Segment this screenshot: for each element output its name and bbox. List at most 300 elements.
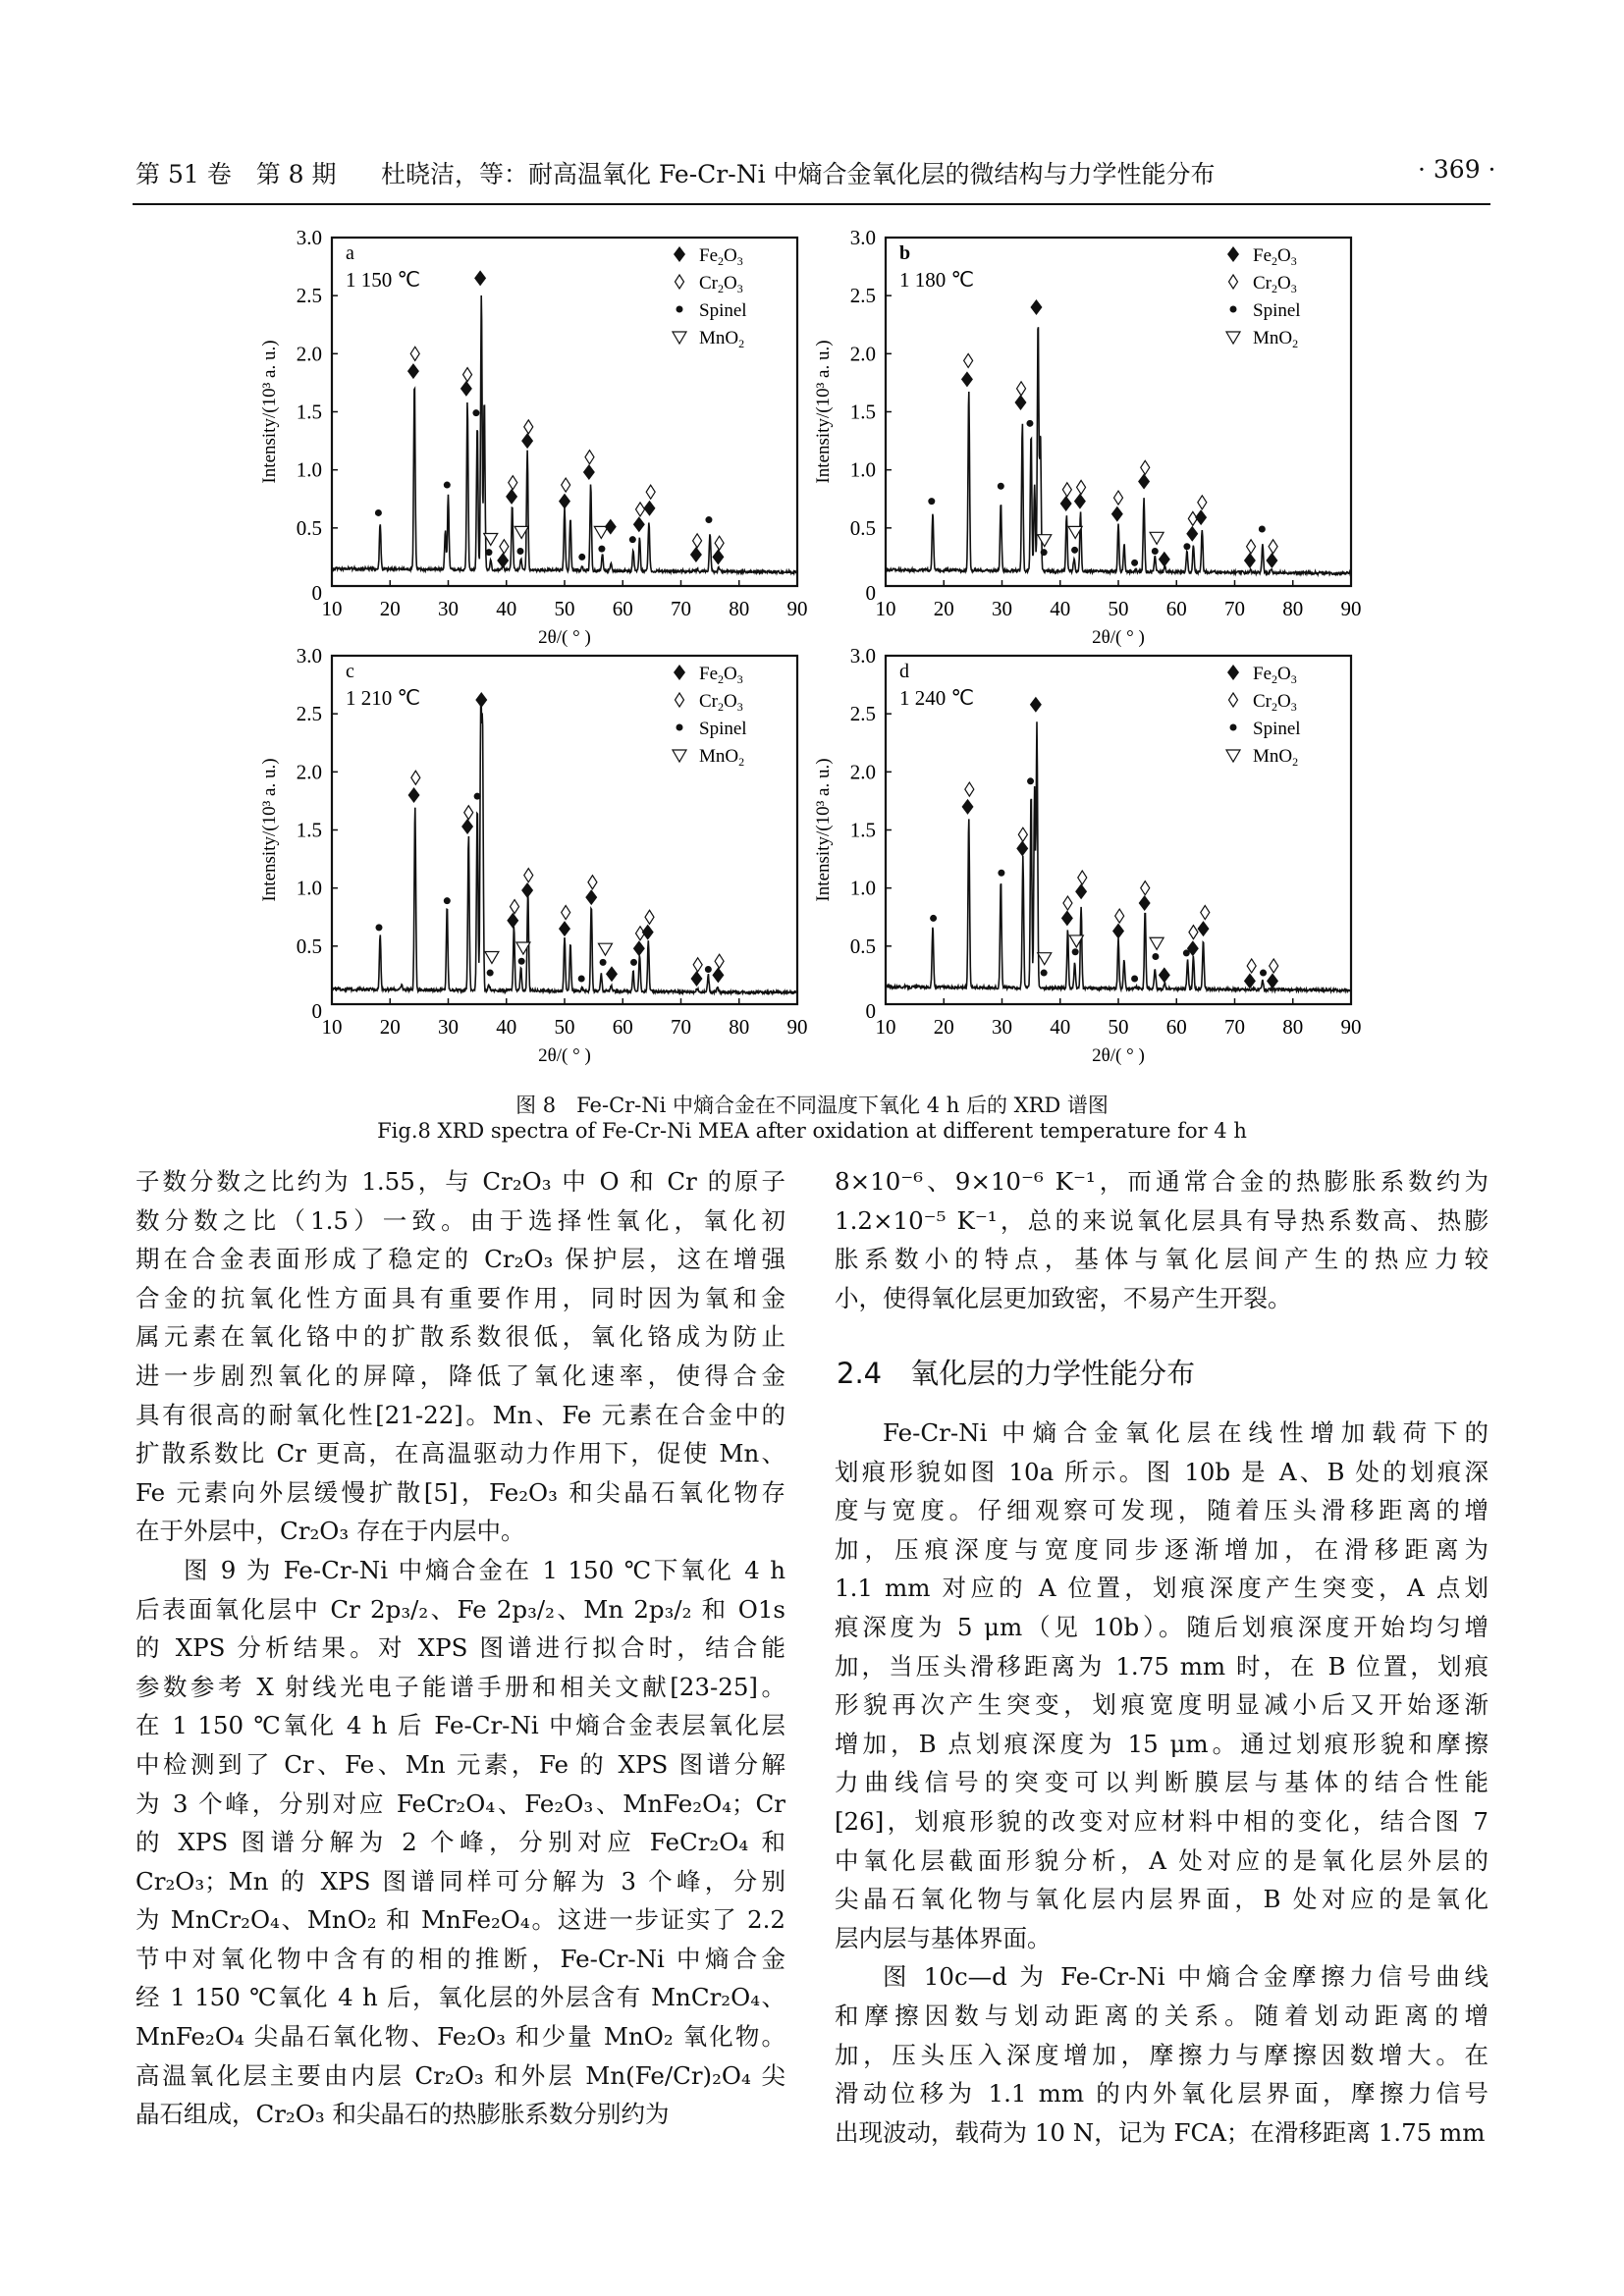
text-line: 痕深度为 5 μm（见 10b）。随后划痕深度开始均匀增: [835, 1612, 1489, 1641]
x-tick-label: 80: [729, 597, 750, 620]
legend-label: Spinel: [1253, 719, 1301, 739]
phase-markers: [928, 299, 1277, 568]
mno2-marker-icon: [1226, 750, 1240, 762]
x-tick-label: 10: [321, 597, 343, 620]
spinel-marker-icon: [705, 966, 712, 973]
cr2o3-marker-icon: [500, 540, 509, 554]
text-line: 高温氧化层主要由内层 Cr₂O₃ 和外层 Mn(Fe/Cr)₂O₄ 尖: [135, 2060, 785, 2090]
cr2o3-marker-icon: [693, 534, 702, 548]
page-number: · 369 ·: [1418, 155, 1496, 184]
right-text-column-bottom: [835, 1414, 1489, 2152]
fe2o3-marker-icon: [507, 913, 518, 929]
chart-legend: [673, 664, 747, 769]
x-tick-label: 30: [438, 1015, 459, 1039]
y-tick-label: 0.5: [296, 515, 322, 540]
y-axis-label: Intensity/(10³ a. u.): [259, 340, 280, 484]
fe2o3-marker-icon: [1138, 474, 1150, 490]
cr2o3-marker-icon: [1077, 480, 1086, 494]
legend-label: $Cr_2O_3$: [1253, 273, 1297, 295]
spinel-marker-icon: [598, 546, 605, 553]
y-tick-label: 1.5: [296, 400, 322, 424]
fe2o3-marker-icon: [407, 363, 419, 379]
x-tick-label: 60: [612, 597, 633, 620]
fe2o3-marker-icon: [690, 547, 702, 562]
x-axis-label: 2θ/( ° ): [1092, 1045, 1145, 1066]
x-tick-label: 70: [1224, 597, 1245, 620]
figure-caption-en: Fig.8 XRD spectra of Fe-Cr-Ni MEA after oxidation at different temperature for 4 h: [377, 1119, 1247, 1143]
spinel-marker-icon: [487, 970, 494, 977]
text-line: 出现波动，载荷为 10 N，记为 FCA；在滑移距离 1.75 mm: [835, 2117, 1486, 2147]
text-line: 经 1 150 ℃氧化 4 h 后，氧化层的外层含有 MnCr₂O₄、: [135, 1983, 785, 2012]
fe2o3-marker-icon: [585, 889, 597, 905]
fe2o3-marker-icon: [605, 519, 617, 535]
cr2o3-marker-icon: [562, 478, 570, 492]
x-tick-label: 30: [992, 597, 1012, 620]
text-line: 属元素在氧化铬中的扩散系数很低，氧化铬成为防止: [135, 1322, 785, 1352]
text-line: 8×10⁻⁶、9×10⁻⁶ K⁻¹，而通常合金的热膨胀系数约为: [835, 1167, 1489, 1196]
legend-label: $Fe_2O_3$: [1253, 664, 1297, 686]
y-tick-label: 1.0: [296, 876, 322, 900]
cr2o3-marker-icon: [964, 353, 973, 367]
text-line: 节中对氧化物中含有的相的推断，Fe-Cr-Ni 中熵合金: [135, 1944, 785, 1973]
spinel-marker-icon: [518, 958, 525, 965]
fe2o3-marker-icon: [1074, 494, 1086, 509]
text-line: 滑动位移为 1.1 mm 的内外氧化层界面，摩擦力信号: [835, 2079, 1489, 2109]
mno2-marker-icon: [1150, 937, 1164, 949]
legend-label: $Cr_2O_3$: [1253, 691, 1297, 714]
mno2-marker-icon: [485, 951, 499, 963]
x-tick-label: 20: [379, 597, 401, 620]
x-axis-label: 2θ/( ° ): [538, 1045, 591, 1066]
text-line: 为 3 个峰，分别对应 FeCr₂O₄、Fe₂O₃、MnFe₂O₄；Cr: [135, 1789, 785, 1818]
fe2o3-marker-icon: [559, 494, 570, 509]
x-tick-label: 10: [875, 1015, 896, 1039]
y-tick-label: 2.0: [296, 342, 322, 366]
fe2o3-marker-icon: [674, 246, 685, 262]
legend-label: Spinel: [1253, 300, 1301, 321]
fe2o3-marker-icon: [1139, 895, 1151, 911]
text-line: 增加，B 点划痕深度为 15 μm。通过划痕形貌和摩擦: [835, 1729, 1489, 1758]
y-tick-label: 1.5: [296, 818, 322, 842]
panel-label: b: [899, 242, 911, 264]
fe2o3-marker-icon: [644, 501, 656, 516]
x-tick-label: 90: [1340, 1015, 1362, 1039]
spinel-marker-icon: [600, 959, 607, 966]
fe2o3-marker-icon: [1112, 923, 1124, 938]
spinel-marker-icon: [1259, 526, 1266, 533]
spinel-marker-icon: [1152, 953, 1159, 960]
x-tick-label: 20: [379, 1015, 401, 1039]
cr2o3-marker-icon: [693, 958, 702, 972]
fe2o3-marker-icon: [497, 553, 509, 568]
cr2o3-marker-icon: [1269, 540, 1277, 554]
text-line: 图 10c—d 为 Fe-Cr-Ni 中熵合金摩擦力信号曲线: [883, 1962, 1489, 1992]
legend-label: Spinel: [699, 719, 747, 739]
phase-markers: [375, 270, 725, 568]
cr2o3-marker-icon: [1078, 871, 1087, 884]
text-line: 尖晶石氧化物与氧化层内层界面，B 处对应的是氧化: [835, 1885, 1489, 1914]
cr2o3-marker-icon: [1114, 491, 1123, 505]
text-line: MnFe₂O₄ 尖晶石氧化物、Fe₂O₃ 和少量 MnO₂ 氧化物。: [135, 2022, 785, 2052]
fe2o3-marker-icon: [521, 433, 533, 449]
text-line: 层内层与基体界面。: [835, 1923, 1052, 1952]
spinel-marker-icon: [375, 509, 382, 516]
text-line: Fe 元素向外层缓慢扩散[5]，Fe₂O₃ 和尖晶石氧化物存: [135, 1477, 785, 1507]
legend-label: $Fe_2O_3$: [699, 664, 743, 686]
spinel-marker-icon: [677, 306, 683, 313]
legend-label: $Fe_2O_3$: [1253, 245, 1297, 268]
y-tick-label: 2.5: [296, 702, 322, 726]
spinel-marker-icon: [1230, 306, 1237, 313]
spinel-marker-icon: [998, 483, 1004, 490]
text-line: 小，使得氧化层更加致密，不易产生开裂。: [835, 1283, 1292, 1312]
x-tick-label: 50: [1108, 1015, 1129, 1039]
y-tick-label: 3.0: [849, 226, 876, 249]
text-line: 的 XPS 分析结果。对 XPS 图谱进行拟合时，结合能: [135, 1633, 785, 1663]
text-line: 图 9 为 Fe-Cr-Ni 中熵合金在 1 150 ℃下氧化 4 h: [184, 1555, 785, 1584]
text-line: 子数分数之比约为 1.55，与 Cr₂O₃ 中 O 和 Cr 的原子: [135, 1167, 785, 1196]
text-line: 胀系数小的特点，基体与氧化层间产生的热应力较: [835, 1245, 1489, 1274]
spinel-marker-icon: [1071, 547, 1078, 554]
phase-markers: [930, 697, 1278, 989]
legend-label: MnO$_2$: [699, 746, 745, 769]
spinel-marker-icon: [1230, 724, 1237, 731]
x-axis-label: 2θ/( ° ): [538, 627, 591, 648]
text-line: 期在合金表面形成了稳定的 Cr₂O₃ 保护层，这在增强: [135, 1245, 785, 1274]
fe2o3-marker-icon: [474, 270, 486, 286]
text-line: 为 MnCr₂O₄、MnO₂ 和 MnFe₂O₄。这进一步证实了 2.2: [135, 1905, 785, 1935]
fe2o3-marker-icon: [1159, 552, 1170, 567]
x-tick-label: 60: [612, 1015, 633, 1039]
fe2o3-marker-icon: [559, 921, 570, 936]
fe2o3-marker-icon: [1111, 507, 1123, 522]
fe2o3-marker-icon: [961, 371, 973, 387]
spinel-marker-icon: [1260, 970, 1267, 977]
y-tick-label: 1.0: [849, 457, 876, 482]
text-line: 力曲线信号的突变可以判断膜层与基体的结合性能: [835, 1768, 1489, 1797]
spinel-marker-icon: [1026, 420, 1033, 427]
y-axis-label: Intensity/(10³ a. u.): [813, 340, 834, 484]
legend-label: $Cr_2O_3$: [699, 691, 743, 714]
x-tick-label: 60: [1165, 597, 1187, 620]
text-line: 扩散系数比 Cr 更高，在高温驱动力作用下，促使 Mn、: [135, 1439, 785, 1468]
x-tick-label: 40: [496, 1015, 517, 1039]
chart-legend: [1226, 245, 1301, 350]
text-line: 参数参考 X 射线光电子能谱手册和相关文献[23-25]。: [135, 1672, 785, 1701]
text-line: 加，当压头滑移距离为 1.75 mm 时，在 B 位置，划痕: [835, 1651, 1489, 1681]
legend-label: MnO$_2$: [699, 328, 745, 350]
spinel-marker-icon: [578, 554, 585, 561]
cr2o3-marker-icon: [588, 876, 597, 889]
cr2o3-marker-icon: [1229, 275, 1238, 289]
x-tick-label: 60: [1165, 1015, 1187, 1039]
spinel-marker-icon: [1041, 549, 1048, 556]
header-rule: [133, 203, 1490, 205]
left-text-column: [135, 1162, 785, 2134]
mno2-marker-icon: [673, 332, 686, 344]
cr2o3-marker-icon: [676, 693, 684, 707]
y-tick-label: 2.5: [849, 284, 876, 308]
spinel-marker-icon: [474, 793, 481, 800]
x-tick-label: 20: [933, 597, 954, 620]
fe2o3-marker-icon: [506, 489, 517, 505]
chart-legend: [673, 245, 747, 350]
text-line: 和摩擦因数与划动距离的关系。随着划动距离的增: [835, 2001, 1489, 2030]
y-tick-label: 1.5: [849, 818, 876, 842]
fe2o3-marker-icon: [690, 971, 702, 987]
cr2o3-marker-icon: [1247, 959, 1256, 973]
x-tick-label: 40: [1050, 1015, 1071, 1039]
text-line: 中氧化层截面形貌分析，A 处对应的是氧化层外层的: [835, 1845, 1489, 1875]
y-axis-label: Intensity/(10³ a. u.): [813, 758, 834, 902]
y-tick-label: 0: [311, 999, 322, 1023]
text-line: 在于外层中，Cr₂O₃ 存在于内层中。: [135, 1517, 525, 1546]
fe2o3-marker-icon: [1061, 910, 1073, 926]
fe2o3-marker-icon: [1227, 246, 1239, 262]
fe2o3-marker-icon: [642, 925, 654, 940]
right-text-column-top: [835, 1162, 1489, 1317]
spinel-marker-icon: [1152, 548, 1159, 555]
fe2o3-marker-icon: [521, 882, 533, 898]
cr2o3-marker-icon: [646, 485, 655, 499]
fe2o3-marker-icon: [1227, 665, 1239, 680]
fe2o3-marker-icon: [633, 516, 645, 532]
y-tick-label: 0: [311, 581, 322, 605]
y-tick-label: 0: [865, 999, 876, 1023]
phase-markers: [375, 692, 724, 987]
mno2-marker-icon: [1038, 953, 1052, 965]
fe2o3-marker-icon: [1195, 509, 1207, 525]
spinel-marker-icon: [1183, 543, 1190, 550]
cr2o3-marker-icon: [1017, 382, 1026, 396]
cr2o3-marker-icon: [410, 347, 419, 360]
mno2-marker-icon: [1150, 532, 1164, 544]
fe2o3-marker-icon: [1159, 967, 1170, 983]
cr2o3-marker-icon: [1229, 693, 1238, 707]
cr2o3-marker-icon: [411, 771, 420, 784]
fe2o3-marker-icon: [606, 966, 618, 982]
x-tick-label: 90: [786, 1015, 808, 1039]
text-line: 划痕形貌如图 10a 所示。图 10b 是 A、B 处的划痕深: [835, 1457, 1489, 1486]
xrd-chart-b: [813, 226, 1362, 648]
text-line: Fe-Cr-Ni 中熵合金氧化层在线性增加载荷下的: [883, 1418, 1489, 1447]
text-line: Cr₂O₃；Mn 的 XPS 图谱同样可分解为 3 个峰，分别: [135, 1866, 785, 1896]
text-line: 度与宽度。仔细观察可发现，随着压头滑移距离的增: [835, 1496, 1489, 1525]
x-tick-label: 80: [729, 1015, 750, 1039]
cr2o3-marker-icon: [1115, 909, 1124, 923]
running-title: 杜晓洁，等：耐高温氧化 Fe-Cr-Ni 中熵合金氧化层的微结构与力学性能分布: [381, 160, 1216, 188]
text-line: 加，压头压入深度增加，摩擦力与摩擦因数增大。在: [835, 2040, 1489, 2069]
x-tick-label: 70: [671, 597, 691, 620]
y-tick-label: 0.5: [849, 934, 876, 958]
spinel-marker-icon: [630, 959, 637, 966]
x-tick-label: 10: [321, 1015, 343, 1039]
cr2o3-marker-icon: [1198, 496, 1207, 509]
text-line: 中检测到了 Cr、Fe、Mn 元素，Fe 的 XPS 图谱分解: [135, 1749, 785, 1779]
temperature-label: 1 240 ℃: [899, 686, 975, 710]
spinel-marker-icon: [472, 409, 479, 416]
fe2o3-marker-icon: [1198, 921, 1210, 936]
text-line: 加，压痕深度与宽度同步逐渐增加，在滑移距离为: [835, 1534, 1489, 1564]
figure-caption-cn: 图 8 Fe-Cr-Ni 中熵合金在不同温度下氧化 4 h 后的 XRD 谱图: [515, 1094, 1109, 1117]
cr2o3-marker-icon: [1018, 828, 1027, 841]
x-tick-label: 80: [1282, 1015, 1304, 1039]
legend-label: $Cr_2O_3$: [699, 273, 743, 295]
fe2o3-marker-icon: [712, 967, 724, 983]
x-tick-label: 90: [1340, 597, 1362, 620]
fe2o3-marker-icon: [962, 799, 974, 815]
fe2o3-marker-icon: [1016, 840, 1028, 856]
cr2o3-marker-icon: [965, 782, 974, 796]
cr2o3-marker-icon: [464, 806, 473, 820]
spinel-marker-icon: [928, 498, 935, 505]
chart-legend: [1226, 664, 1301, 769]
cr2o3-marker-icon: [524, 420, 533, 434]
spinel-marker-icon: [578, 975, 585, 982]
cr2o3-marker-icon: [1063, 896, 1072, 910]
spinel-marker-icon: [375, 924, 382, 931]
temperature-label: 1 150 ℃: [346, 268, 421, 292]
y-tick-label: 2.0: [849, 760, 876, 784]
legend-label: MnO$_2$: [1253, 328, 1299, 350]
cr2o3-marker-icon: [676, 275, 684, 289]
text-line: 具有很高的耐氧化性[21-22]。Mn、Fe 元素在合金中的: [135, 1400, 785, 1429]
text-line: 1.2×10⁻⁵ K⁻¹，总的来说氧化层具有导热系数高、热膨: [835, 1205, 1489, 1235]
x-tick-label: 30: [992, 1015, 1012, 1039]
text-line: [26]，划痕形貌的改变对应材料中相的变化，结合图 7: [835, 1806, 1489, 1836]
cr2o3-marker-icon: [1270, 959, 1278, 973]
fe2o3-marker-icon: [633, 940, 645, 956]
temperature-label: 1 180 ℃: [899, 268, 975, 292]
legend-label: Spinel: [699, 300, 747, 321]
y-tick-label: 1.5: [849, 400, 876, 424]
y-tick-label: 2.5: [296, 284, 322, 308]
y-tick-label: 2.0: [849, 342, 876, 366]
spinel-marker-icon: [1041, 970, 1048, 977]
y-tick-label: 0.5: [849, 515, 876, 540]
spinel-marker-icon: [444, 482, 451, 489]
mno2-marker-icon: [673, 750, 686, 762]
panel-label: a: [346, 242, 354, 264]
fe2o3-marker-icon: [583, 464, 595, 480]
spinel-marker-icon: [1131, 975, 1138, 982]
y-tick-label: 1.0: [296, 457, 322, 482]
fe2o3-marker-icon: [1267, 973, 1278, 988]
y-tick-label: 2.0: [296, 760, 322, 784]
cr2o3-marker-icon: [511, 900, 519, 914]
fe2o3-marker-icon: [1244, 553, 1256, 568]
text-line: 进一步剧烈氧化的屏障，降低了氧化速率，使得合金: [135, 1361, 785, 1390]
cr2o3-marker-icon: [1141, 881, 1150, 895]
spinel-marker-icon: [998, 870, 1004, 877]
cr2o3-marker-icon: [1141, 460, 1150, 474]
cr2o3-marker-icon: [1247, 540, 1256, 554]
spinel-marker-icon: [677, 724, 683, 731]
x-tick-label: 50: [554, 1015, 575, 1039]
spinel-marker-icon: [516, 548, 523, 555]
legend-label: MnO$_2$: [1253, 746, 1299, 769]
text-line: 合金的抗氧化性方面具有重要作用，同时因为氧和金: [135, 1283, 785, 1312]
cr2o3-marker-icon: [715, 536, 724, 550]
xrd-spectrum-line: [332, 695, 797, 994]
xrd-chart-c: [259, 644, 808, 1066]
y-tick-label: 3.0: [849, 644, 876, 667]
x-tick-label: 40: [496, 597, 517, 620]
panel-label: c: [346, 661, 354, 682]
fe2o3-marker-icon: [461, 819, 473, 834]
spinel-marker-icon: [629, 536, 636, 543]
cr2o3-marker-icon: [1189, 926, 1198, 939]
spinel-marker-icon: [705, 516, 712, 523]
x-tick-label: 40: [1050, 597, 1071, 620]
fe2o3-marker-icon: [475, 692, 487, 708]
text-line: 数分数之比（1.5）一致。由于选择性氧化，氧化初: [135, 1205, 785, 1235]
spinel-marker-icon: [1027, 777, 1034, 784]
fe2o3-marker-icon: [408, 787, 420, 803]
cr2o3-marker-icon: [1201, 906, 1210, 920]
cr2o3-marker-icon: [1062, 483, 1071, 497]
fe2o3-marker-icon: [1266, 553, 1277, 568]
x-tick-label: 50: [554, 597, 575, 620]
text-line: 1.1 mm 对应的 A 位置，划痕深度产生突变，A 点划: [835, 1574, 1489, 1603]
journal-volume-issue: 第 51 卷 第 8 期: [135, 160, 337, 188]
spinel-marker-icon: [444, 897, 451, 904]
xrd-chart-a: [259, 226, 808, 648]
fe2o3-marker-icon: [674, 665, 685, 680]
y-tick-label: 0.5: [296, 934, 322, 958]
x-tick-label: 70: [1224, 1015, 1245, 1039]
x-tick-label: 50: [1108, 597, 1129, 620]
cr2o3-marker-icon: [509, 476, 517, 490]
xrd-chart-d: [813, 644, 1362, 1066]
fe2o3-marker-icon: [1014, 395, 1026, 410]
y-tick-label: 1.0: [849, 876, 876, 900]
fe2o3-marker-icon: [1060, 496, 1072, 511]
cr2o3-marker-icon: [636, 503, 645, 516]
fe2o3-marker-icon: [712, 549, 724, 564]
x-tick-label: 20: [933, 1015, 954, 1039]
spinel-marker-icon: [1072, 948, 1079, 955]
x-tick-label: 80: [1282, 597, 1304, 620]
cr2o3-marker-icon: [645, 910, 654, 924]
text-line: 晶石组成，Cr₂O₃ 和尖晶石的热膨胀系数分别约为: [135, 2100, 670, 2129]
cr2o3-marker-icon: [1188, 511, 1197, 525]
x-tick-label: 70: [671, 1015, 691, 1039]
xrd-spectrum-line: [886, 327, 1351, 574]
mno2-marker-icon: [598, 943, 612, 955]
spinel-marker-icon: [930, 915, 937, 922]
y-tick-label: 2.5: [849, 702, 876, 726]
fe2o3-marker-icon: [1030, 299, 1042, 315]
panel-label: d: [899, 661, 909, 682]
fe2o3-marker-icon: [460, 381, 472, 397]
text-line: 的 XPS 图谱分解为 2 个峰，分别对应 FeCr₂O₄ 和: [135, 1828, 785, 1857]
section-heading-2-4: 2.4 氧化层的力学性能分布: [837, 1357, 1196, 1390]
cr2o3-marker-icon: [715, 954, 724, 968]
text-line: 形貌再次产生突变，划痕宽度明显减小后又开始逐渐: [835, 1690, 1489, 1720]
x-tick-label: 10: [875, 597, 896, 620]
cr2o3-marker-icon: [585, 451, 594, 464]
spinel-marker-icon: [485, 549, 492, 556]
y-axis-label: Intensity/(10³ a. u.): [259, 758, 280, 902]
cr2o3-marker-icon: [524, 869, 533, 882]
mno2-marker-icon: [1226, 332, 1240, 344]
fe2o3-marker-icon: [1186, 526, 1198, 542]
x-axis-label: 2θ/( ° ): [1092, 627, 1145, 648]
mno2-marker-icon: [1038, 535, 1052, 547]
x-tick-label: 90: [786, 597, 808, 620]
text-line: 在 1 150 ℃氧化 4 h 后 Fe-Cr-Ni 中熵合金表层氧化层: [135, 1711, 785, 1740]
